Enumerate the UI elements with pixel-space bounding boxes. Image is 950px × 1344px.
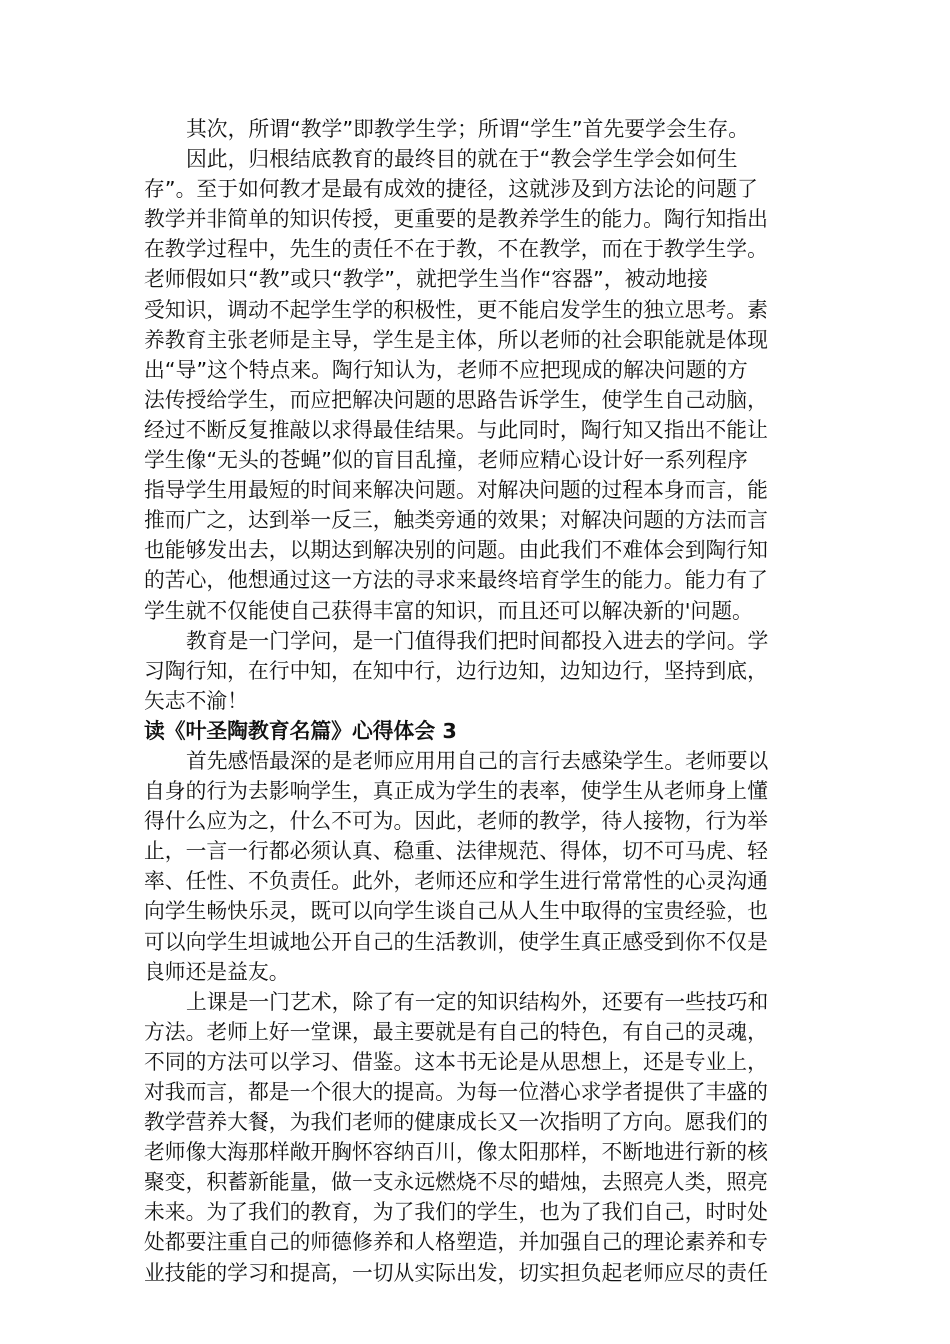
text-line: 首先感悟最深的是老师应用用自己的言行去感染学生。老师要以: [186, 748, 769, 773]
text-line: 法传授给学生，而应把解决问题的思路告诉学生，使学生自己动脑，: [144, 387, 768, 412]
text-line: 老师像大海那样敞开胸怀容纳百川，像太阳那样，不断地进行新的核: [144, 1140, 768, 1165]
document-body: [144, 114, 808, 1288]
text-line: 出“导”这个特点来。陶行知认为，老师不应把现成的解决问题的方: [144, 357, 748, 382]
text-line: 其次，所谓“教学”即教学生学；所谓“学生”首先要学会生存。: [186, 117, 750, 141]
text-line: 养教育主张老师是主导，学生是主体，所以老师的社会职能就是体现: [144, 327, 768, 352]
text-line: 教学营养大餐，为我们老师的健康成长又一次指明了方向。愿我们的: [144, 1110, 768, 1135]
text-line: 矢志不渝！: [144, 688, 248, 713]
text-line: 不同的方法可以学习、借鉴。这本书无论是从思想上，还是专业上，: [144, 1049, 768, 1074]
text-line: 向学生畅快乐灵，既可以向学生谈自己从人生中取得的宝贵经验，也: [144, 899, 768, 924]
text-line: 存”。至于如何教才是最有成效的捷径，这就涉及到方法论的问题了: [144, 177, 758, 202]
text-line: 在教学过程中，先生的责任不在于教，不在教学，而在于教学生学。: [144, 237, 768, 262]
text-line: 学生就不仅能使自己获得丰富的知识，而且还可以解决新的'问题。: [144, 598, 753, 623]
text-line: 业技能的学习和提高，一切从实际出发，切实担负起老师应尽的责任: [144, 1260, 768, 1285]
text-line: 推而广之，达到举一反三，触类旁通的效果；对解决问题的方法而言: [144, 508, 768, 533]
text-line: 指导学生用最短的时间来解决问题。对解决问题的过程本身而言，能: [144, 478, 768, 503]
text-line: 得什么应为之，什么不可为。因此，老师的教学，待人接物，行为举: [144, 809, 768, 834]
text-line: 自身的行为去影响学生，真正成为学生的表率，使学生从老师身上懂: [144, 779, 768, 804]
text-line: 学生像“无头的苍蝇”似的盲目乱撞，老师应精心设计好一系列程序: [144, 448, 748, 473]
text-line: 教育是一门学问，是一门值得我们把时间都投入进去的学问。学: [186, 628, 769, 653]
text-line: 处都要注重自己的师德修养和人格塑造，并加强自己的理论素养和专: [144, 1230, 768, 1255]
text-line: 的苦心，他想通过这一方法的寻求来最终培育学生的能力。能力有了: [144, 568, 768, 593]
text-line: 聚变，积蓄新能量，做一支永远燃烧不尽的蜡烛，去照亮人类，照亮: [144, 1170, 768, 1195]
text-line: 未来。为了我们的教育，为了我们的学生，也为了我们自己，时时处: [144, 1200, 768, 1225]
text-line: 可以向学生坦诚地公开自己的生活教训，使学生真正感受到你不仅是: [144, 929, 768, 954]
text-line: 对我而言，都是一个很大的提高。为每一位潜心求学者提供了丰盛的: [144, 1080, 768, 1104]
text-line: 因此，归根结底教育的最终目的就在于“教会学生学会如何生: [186, 147, 738, 172]
text-line: 良师还是益友。: [144, 959, 290, 984]
text-line: 习陶行知，在行中知，在知中行，边行边知，边知边行，坚持到底，: [144, 658, 768, 683]
text-line: 老师假如只“教”或只“教学”，就把学生当作“容器”，被动地接: [144, 267, 708, 292]
text-line: 也能够发出去，以期达到解决别的问题。由此我们不难体会到陶行知: [144, 538, 768, 563]
text-line: 方法。老师上好一堂课，最主要就是有自己的特色，有自己的灵魂，: [144, 1019, 768, 1044]
text-line: 受知识，调动不起学生学的积极性，更不能启发学生的独立思考。素: [144, 297, 768, 322]
text-line: 教学并非简单的知识传授，更重要的是教养学生的能力。陶行知指出: [144, 207, 768, 232]
text-line: 上课是一门艺术，除了有一定的知识结构外，还要有一些技巧和: [186, 989, 769, 1014]
text-line: 率、任性、不负责任。此外，老师还应和学生进行常常性的心灵沟通: [144, 869, 768, 894]
text-line: 止，一言一行都必须认真、稳重、法律规范、得体，切不可马虎、轻: [144, 839, 768, 864]
section-heading: 读《叶圣陶教育名篇》心得体会 3: [144, 718, 457, 743]
text-line: 经过不断反复推敲以求得最佳结果。与此同时，陶行知又指出不能让: [144, 417, 768, 442]
